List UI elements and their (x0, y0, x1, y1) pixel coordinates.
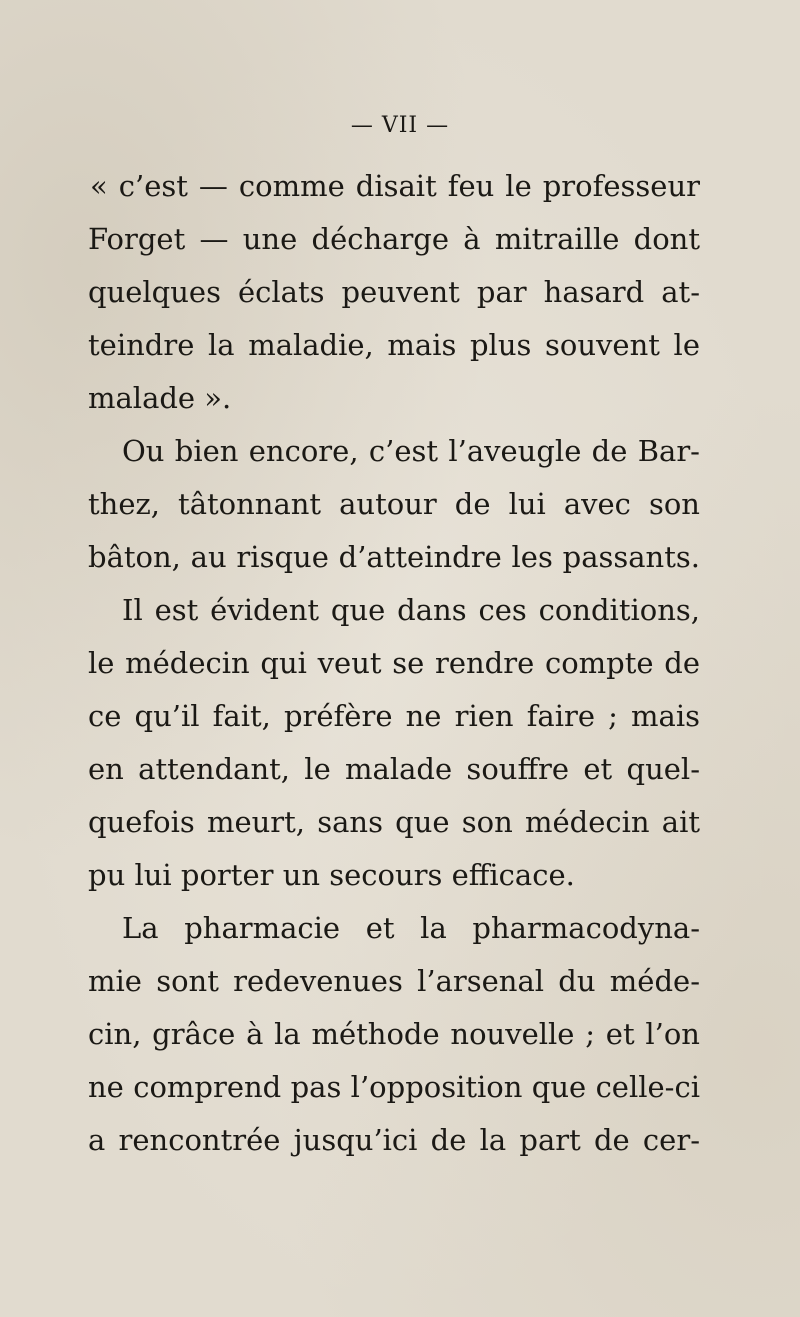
text-line: quelques éclats peuvent par hasard at- (88, 275, 700, 309)
text-line: teindre la maladie, mais plus souvent le (88, 328, 700, 362)
text-line: a rencontrée jusqu’ici de la part de cer- (88, 1123, 700, 1157)
text-line: bâton, au risque d’atteindre les passants. (88, 540, 700, 574)
text-line: ne comprend pas l’opposition que celle-ci (88, 1070, 700, 1104)
text-line: mie sont redevenues l’arsenal du méde- (88, 964, 700, 998)
text-line: quefois meurt, sans que son médecin ait (88, 805, 700, 839)
text-line: La pharmacie et la pharmacodyna- (122, 911, 700, 945)
text-line: « c’est — comme disait feu le professeur (90, 169, 700, 203)
text-line: cin, grâce à la méthode nouvelle ; et l’on (88, 1017, 700, 1051)
text-line: malade ». (88, 381, 232, 415)
text-line: pu lui porter un secours efficace. (88, 858, 575, 892)
text-line: Ou bien encore, c’est l’aveugle de Bar- (122, 434, 700, 468)
text-line: en attendant, le malade souffre et quel- (88, 752, 700, 786)
text-line: le médecin qui veut se rendre compte de (88, 646, 700, 680)
text-line: Il est évident que dans ces conditions, (122, 593, 700, 627)
body-text (88, 160, 700, 1167)
text-line: thez, tâtonnant autour de lui avec son (88, 487, 700, 521)
page-number-header: — VII — (350, 113, 450, 138)
text-line: Forget — une décharge à mitraille dont (88, 222, 700, 256)
text-line: ce qu’il fait, préfère ne rien faire ; mais (88, 699, 700, 733)
